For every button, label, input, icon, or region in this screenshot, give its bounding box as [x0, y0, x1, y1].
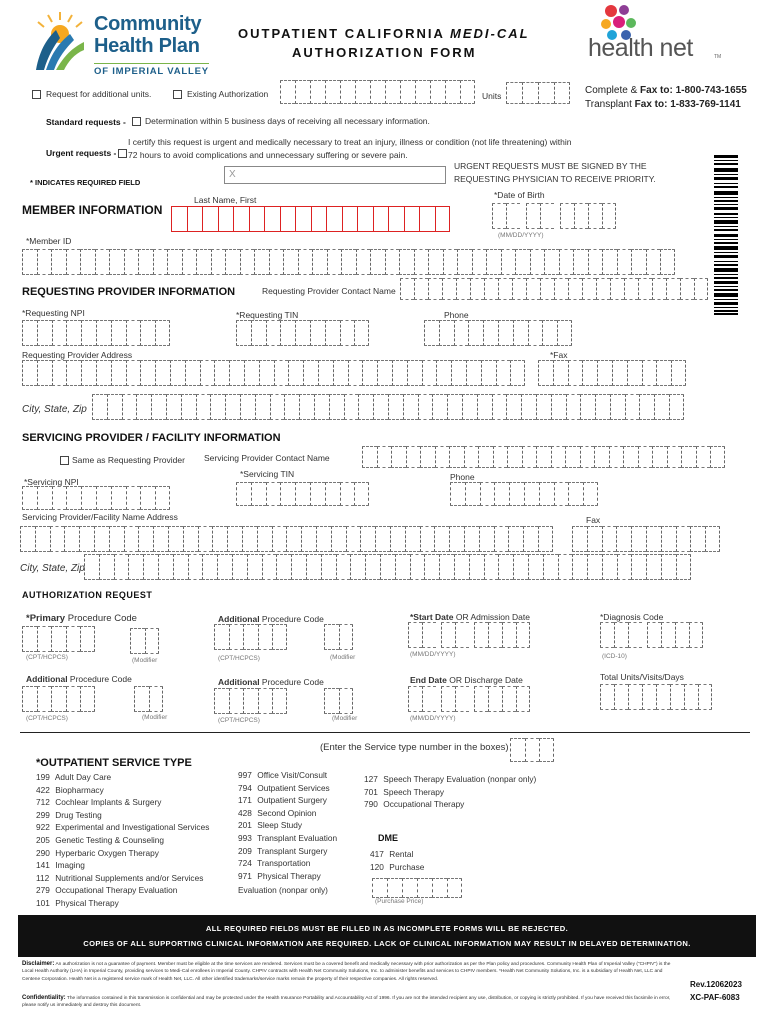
service-code: 209	[238, 845, 252, 856]
service-option	[36, 884, 209, 897]
additional-1-modifier-input[interactable]	[324, 624, 353, 650]
service-label: Second Opinion	[255, 807, 317, 818]
service-label: Adult Day Care	[53, 772, 112, 782]
requesting-address-input[interactable]	[22, 360, 525, 386]
diagnosis-code-input[interactable]	[600, 622, 703, 648]
standard-request-checkbox[interactable]	[132, 117, 141, 126]
service-list-col2	[238, 769, 337, 882]
units-label: Units	[482, 91, 502, 101]
purchase-price-input[interactable]	[372, 878, 462, 898]
additional-procedure-2-label: Additional Procedure Code	[26, 674, 132, 684]
service-option	[36, 897, 209, 910]
additional-3-modifier-hint: (Modifier	[332, 715, 358, 722]
service-code: 127	[364, 774, 378, 784]
purchase-price-hint: (Purchase Price)	[375, 898, 424, 905]
standard-requests-label: Standard requests -	[46, 117, 126, 127]
service-label: Transplant Surgery	[255, 845, 328, 856]
logo-line1: Community	[94, 13, 202, 35]
service-option	[238, 857, 337, 870]
additional-procedure-3-label: Additional Procedure Code	[218, 677, 324, 687]
healthnet-tm: TM	[714, 54, 722, 60]
service-option	[36, 872, 209, 885]
total-units-input[interactable]	[600, 684, 712, 710]
service-option	[238, 794, 337, 807]
primary-modifier-hint: (Modifier	[132, 657, 158, 664]
standard-requests-text: Determination within 5 business days of receiving all necessary information.	[145, 116, 430, 126]
service-option	[36, 834, 209, 847]
servicing-fax-input[interactable]	[572, 526, 720, 552]
service-code: 101	[36, 897, 50, 908]
additional-3-cpt-input[interactable]	[214, 688, 287, 714]
service-code: 199	[36, 772, 50, 782]
service-option	[36, 771, 209, 784]
existing-auth-label: Existing Authorization	[187, 89, 269, 99]
healthnet-wordmark: health net	[588, 34, 693, 62]
service-code: 299	[36, 809, 50, 820]
form-title-line1: OUTPATIENT CALIFORNIA MEDI-CAL	[238, 26, 530, 41]
servicing-npi-input[interactable]	[22, 486, 170, 510]
service-label: Physical Therapy	[255, 870, 321, 881]
urgent-requests-label: Urgent requests -	[46, 148, 117, 158]
service-label: Office Visit/Consult	[255, 770, 328, 780]
confidentiality: Confidentiality: The information contained in this transmission is confidential and may be protected under the Health Insurance Portability and Accountability Act of 1996. If you are not the intended recipient any use, distribution, or copying is strictly prohibited. If you have received this facsimile in error, please notify us immediately and destroy this document.	[22, 995, 671, 1009]
end-date-label: End Date OR Discharge Date	[410, 675, 523, 685]
service-option	[36, 796, 209, 809]
requesting-tin-label: *Requesting TIN	[236, 310, 299, 320]
service-option	[370, 861, 424, 874]
total-units-label: Total Units/Visits/Days	[600, 672, 684, 682]
requesting-fax-input[interactable]	[538, 360, 686, 386]
additional-1-modifier-hint: (Modifier	[330, 654, 356, 661]
service-label: Imaging	[53, 860, 85, 871]
service-label: Speech Therapy Evaluation (nonpar only)	[381, 774, 537, 784]
primary-cpt-hint: (CPT/HCPCS)	[26, 654, 68, 661]
end-date-input[interactable]	[408, 686, 530, 712]
additional-units-label: Request for additional units.	[46, 89, 152, 99]
service-code: 171	[238, 795, 252, 806]
additional-3-cpt-hint: (CPT/HCPCS)	[218, 717, 260, 724]
dme-heading: DME	[378, 833, 398, 843]
disclaimer: Disclaimer: An authorization is not a guarantee of payment. Member must be eligible at the time services are rendered. Services must be a covered benefit and medically necessary with prior authorization as per the Plan policy and procedures. Community Health Plan of Imperial Valley ("CHPIV") is the Local Health Authority (LHA) in Imperial County, providing services to Medi-Cal enrollees in Imperial County. CHPIV contracts with Health Net Community Solutions, Inc. to administer benefits and services to CHPIV members. *Health Net Community Solutions, Inc. is a subsidiary of Health Net, LLC and Centene Corporation. Health Net is a registered service mark of Health Net, LLC. All other identified trademarks/service marks remain the property of their respective companies. All rights reserved.	[22, 961, 671, 982]
servicing-name-address-label: Servicing Provider/Facility Name Address	[22, 512, 178, 522]
service-label: Sleep Study	[255, 820, 303, 831]
start-date-label: *Start Date OR Admission Date	[410, 612, 530, 622]
urgent-text-line1: I certify this request is urgent and medically necessary to treat an injury, illness or condition (not life threatening) within	[128, 137, 572, 147]
service-option	[238, 769, 337, 782]
service-col2-continuation: Evaluation (nonpar only)	[238, 885, 328, 895]
service-code: 428	[238, 807, 252, 818]
service-type-input[interactable]	[510, 738, 554, 762]
same-as-requesting-checkbox[interactable]	[60, 456, 69, 465]
service-option	[36, 847, 209, 860]
servicing-tin-label: *Servicing TIN	[240, 469, 295, 479]
service-option	[364, 773, 536, 786]
requesting-phone-input[interactable]	[424, 320, 572, 346]
logo-tagline: OF IMPERIAL VALLEY	[94, 63, 209, 77]
banner-line-2: COPIES OF ALL SUPPORTING CLINICAL INFORMATION ARE REQUIRED. LACK OF CLINICAL INFORMATION MAY RESULT IN DELAYED DETERMINATION.	[83, 939, 691, 948]
service-label: Biopharmacy	[53, 784, 104, 795]
primary-modifier-input[interactable]	[130, 628, 159, 654]
service-option	[36, 809, 209, 822]
additional-procedure-1-label: Additional Procedure Code	[218, 614, 324, 624]
service-option	[370, 848, 424, 861]
dob-label: *Date of Birth	[494, 190, 545, 200]
service-label: Drug Testing	[53, 809, 102, 820]
primary-cpt-input[interactable]	[22, 626, 95, 652]
form-title-line2: AUTHORIZATION FORM	[292, 45, 477, 60]
additional-2-modifier-input[interactable]	[134, 686, 163, 712]
urgent-text-line2: 72 hours to avoid complications and unnecessary suffering or severe pain.	[128, 150, 408, 160]
additional-3-modifier-input[interactable]	[324, 688, 353, 714]
logo-line2: Health Plan	[94, 35, 200, 57]
servicing-name-address-input[interactable]	[20, 526, 553, 552]
service-code: 794	[238, 782, 252, 793]
service-option	[238, 782, 337, 795]
service-label: Genetic Testing & Counseling	[53, 834, 164, 845]
service-type-heading: *OUTPATIENT SERVICE TYPE	[36, 757, 192, 769]
urgent-signature-note-1: URGENT REQUESTS MUST BE SIGNED BY THE	[454, 161, 647, 171]
service-option	[238, 832, 337, 845]
service-label: Speech Therapy	[381, 786, 445, 797]
service-label: Outpatient Surgery	[255, 795, 327, 806]
service-label: Rental	[387, 849, 414, 859]
servicing-npi-label: *Servicing NPI	[24, 477, 79, 487]
service-code: 701	[364, 786, 378, 797]
additional-1-cpt-input[interactable]	[214, 624, 287, 650]
service-option	[238, 845, 337, 858]
additional-units-checkbox[interactable]	[32, 90, 41, 99]
dob-input[interactable]	[492, 203, 616, 229]
requesting-npi-input[interactable]	[22, 320, 170, 346]
service-code: 997	[238, 770, 252, 780]
service-list-col3	[364, 773, 536, 811]
service-list-col1	[36, 771, 209, 910]
diagnosis-hint: (ICD-10)	[602, 653, 627, 660]
service-label: Hyperbaric Oxygen Therapy	[53, 847, 159, 858]
service-code: 422	[36, 784, 50, 795]
servicing-contact-label: Servicing Provider Contact Name	[204, 453, 330, 463]
service-label: Physical Therapy	[53, 897, 119, 908]
service-option	[238, 807, 337, 820]
service-code: 417	[370, 849, 384, 859]
service-code: 724	[238, 858, 252, 869]
requesting-address-label: Requesting Provider Address	[22, 350, 133, 360]
requesting-provider-heading: REQUESTING PROVIDER INFORMATION	[22, 286, 236, 298]
start-date-input[interactable]	[408, 622, 530, 648]
service-label: Nutritional Supplements and/or Services	[53, 872, 204, 883]
member-id-input[interactable]	[22, 249, 675, 275]
authorization-request-heading: AUTHORIZATION REQUEST	[22, 590, 153, 600]
requesting-npi-label: *Requesting NPI	[22, 308, 85, 318]
service-label: Occupational Therapy	[381, 799, 465, 810]
member-name-label: Last Name, First	[194, 195, 257, 205]
service-code: 279	[36, 885, 50, 896]
servicing-provider-heading: SERVICING PROVIDER / FACILITY INFORMATION	[22, 432, 281, 444]
service-code: 120	[370, 861, 384, 872]
banner-line-1: ALL REQUIRED FIELDS MUST BE FILLED IN AS INCOMPLETE FORMS WILL BE REJECTED.	[205, 924, 569, 933]
servicing-phone-input[interactable]	[450, 482, 598, 506]
requesting-city-input[interactable]	[92, 394, 684, 420]
additional-2-cpt-input[interactable]	[22, 686, 95, 712]
fax-transplant: Transplant Fax to: 1-833-769-1141	[585, 99, 741, 110]
servicing-fax-label: Fax	[586, 515, 601, 525]
service-label: Cochlear Implants & Surgery	[53, 797, 162, 808]
additional-2-cpt-hint: (CPT/HCPCS)	[26, 715, 68, 722]
diagnosis-code-label: *Diagnosis Code	[600, 612, 664, 622]
member-name-input[interactable]	[171, 206, 450, 232]
service-code: 922	[36, 822, 50, 833]
servicing-city-label: City, State, Zip	[20, 563, 85, 574]
service-label: Outpatient Services	[255, 782, 330, 793]
service-code: 201	[238, 820, 252, 831]
form-barcode	[714, 155, 738, 315]
dme-list	[370, 848, 424, 873]
servicing-contact-input[interactable]	[362, 446, 725, 468]
requesting-contact-input[interactable]	[400, 278, 708, 300]
requesting-contact-label: Requesting Provider Contact Name	[262, 286, 396, 296]
revision: Rev.12062023	[690, 980, 742, 989]
urgent-request-checkbox[interactable]	[118, 149, 127, 158]
service-code: 290	[36, 847, 50, 858]
service-label: Transportation	[255, 858, 311, 869]
service-option	[238, 870, 337, 883]
requesting-tin-input[interactable]	[236, 320, 369, 346]
servicing-tin-input[interactable]	[236, 482, 369, 506]
service-code: 141	[36, 860, 50, 871]
sun-icon	[26, 8, 94, 76]
requesting-fax-label: *Fax	[550, 350, 568, 360]
service-label: Transplant Evaluation	[255, 832, 338, 843]
requesting-phone-label: Phone	[444, 310, 469, 320]
units-input[interactable]	[506, 82, 570, 104]
requesting-city-label: City, State, Zip	[22, 404, 87, 415]
service-option	[364, 798, 536, 811]
servicing-phone-label: Phone	[450, 472, 475, 482]
service-label: Purchase	[387, 861, 425, 872]
service-option	[364, 786, 536, 799]
service-code: 712	[36, 797, 50, 808]
urgent-signature-note-2: REQUESTING PHYSICIAN TO RECEIVE PRIORITY.	[454, 174, 656, 184]
physician-signature-field[interactable]: X	[224, 166, 446, 184]
member-id-label: *Member ID	[26, 236, 72, 246]
service-option	[36, 784, 209, 797]
start-date-hint: (MM/DD/YYYY)	[410, 651, 456, 658]
end-date-hint: (MM/DD/YYYY)	[410, 715, 456, 722]
servicing-city-input[interactable]	[84, 554, 691, 580]
fax-complete: Complete & Fax to: 1-800-743-1655	[585, 85, 747, 96]
service-option	[36, 859, 209, 872]
service-code: 112	[36, 872, 50, 883]
dob-format: (MM/DD/YYYY)	[498, 232, 544, 239]
service-label: Occupational Therapy Evaluation	[53, 885, 178, 896]
required-field-note: * INDICATES REQUIRED FIELD	[30, 178, 141, 187]
additional-1-cpt-hint: (CPT/HCPCS)	[218, 655, 260, 662]
primary-procedure-label: *Primary Procedure Code	[26, 613, 137, 624]
service-option	[36, 821, 209, 834]
service-label: Experimental and Investigational Services	[53, 822, 210, 833]
existing-auth-checkbox[interactable]	[173, 90, 182, 99]
same-as-requesting-label: Same as Requesting Provider	[72, 455, 185, 465]
requirements-banner	[18, 915, 756, 957]
service-option	[238, 819, 337, 832]
service-code: 993	[238, 832, 252, 843]
service-type-note: (Enter the Service type number in the boxes)	[320, 742, 509, 753]
service-code: 971	[238, 870, 252, 881]
member-info-heading: MEMBER INFORMATION	[22, 203, 163, 217]
service-code: 205	[36, 834, 50, 845]
existing-auth-number[interactable]	[280, 80, 475, 104]
form-code: XC-PAF-6083	[690, 993, 740, 1002]
additional-2-modifier-hint: (Modifier	[142, 714, 168, 721]
service-code: 790	[364, 799, 378, 810]
